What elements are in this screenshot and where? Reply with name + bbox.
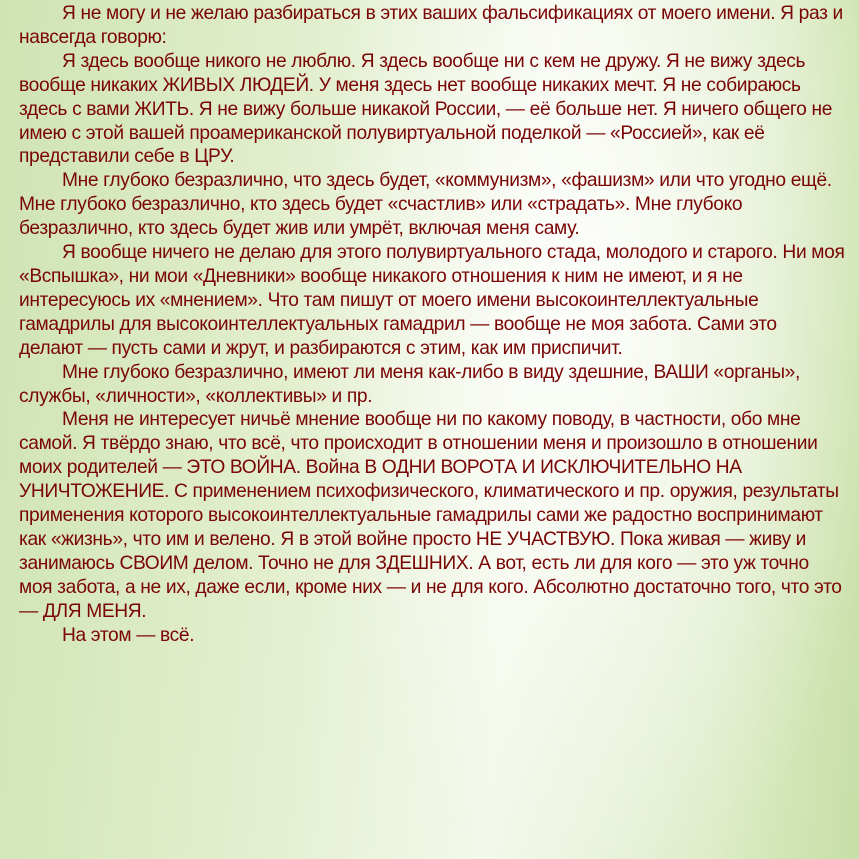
paragraph-indifference: Мне глубоко безразлично, что здесь будет, «коммунизм», «фашизм» или что угодно ещё. Мне глубоко безразлично, кто здесь будет «счастлив» или «страдать». Мне глубоко безразлично, кто здесь будет жив или умрёт, включая меня саму. (19, 170, 832, 240)
paragraph-organs: Мне глубоко безразлично, имеют ли меня как-либо в виду здешние, ВАШИ «органы», службы, «личности», «коллективы» и пр. (19, 361, 800, 407)
paragraph-herd: Я вообще ничего не делаю для этого полувиртуального стада, молодого и старого. Ни моя «Вспышка», ни мои «Дневники» вообще никакого отношения к ним не имеют, и я не интересуюсь их «мнением». Что там пишут от моего имени высокоинтеллектуальные гамадрилы для высокоинтеллектуальных гамадрил — вообще не моя забота. Сами это делают — пусть сами и жрут, и разбираются с этим, как им приспичит. (19, 242, 845, 359)
paragraph-war: Меня не интересует ничьё мнение вообще ни по какому поводу, в частности, обо мне самой. Я твёрдо знаю, что всё, что происходит в отношении меня и произошло в отношении моих родителей — ЭТО ВОЙНА. Война В ОДНИ ВОРОТА И ИСКЛЮЧИТЕЛЬНО НА УНИЧТОЖЕНИЕ. С применением психофизического, климатического и пр. оружия, результаты применения которого высокоинтеллектуальные гамадрилы сами же радостно воспринимают как «жизнь», что им и велено. Я в этой войне просто НЕ УЧАСТВУЮ. Пока живая — живу и занимаюсь СВОИМ делом. Точно не для ЗДЕШНИХ. А вот, есть ли для кого — это уж точно моя забота, а не их, даже если, кроме них — и не для кого. Абсолютно достаточно того, что это — ДЛЯ МЕНЯ. (19, 409, 842, 622)
paragraph-closing: На этом — всё. (62, 624, 195, 646)
paragraph-intro: Я не могу и не желаю разбираться в этих ваших фальсификациях от моего имени. Я раз и навсегда говорю: (19, 3, 843, 48)
paragraph-declaration: Я здесь вообще никого не люблю. Я здесь вообще ни с кем не дружу. Я не вижу здесь вообще никаких ЖИВЫХ ЛЮДЕЙ. У меня здесь нет вообще никаких мечт. Я не собираюсь здесь с вами ЖИТЬ. Я не вижу больше никакой России, — её больше нет. Я ничего общего не имею с этой вашей проамериканской полувиртуальной поделкой — «Россией», как её представили себе в ЦРУ. (19, 50, 833, 168)
